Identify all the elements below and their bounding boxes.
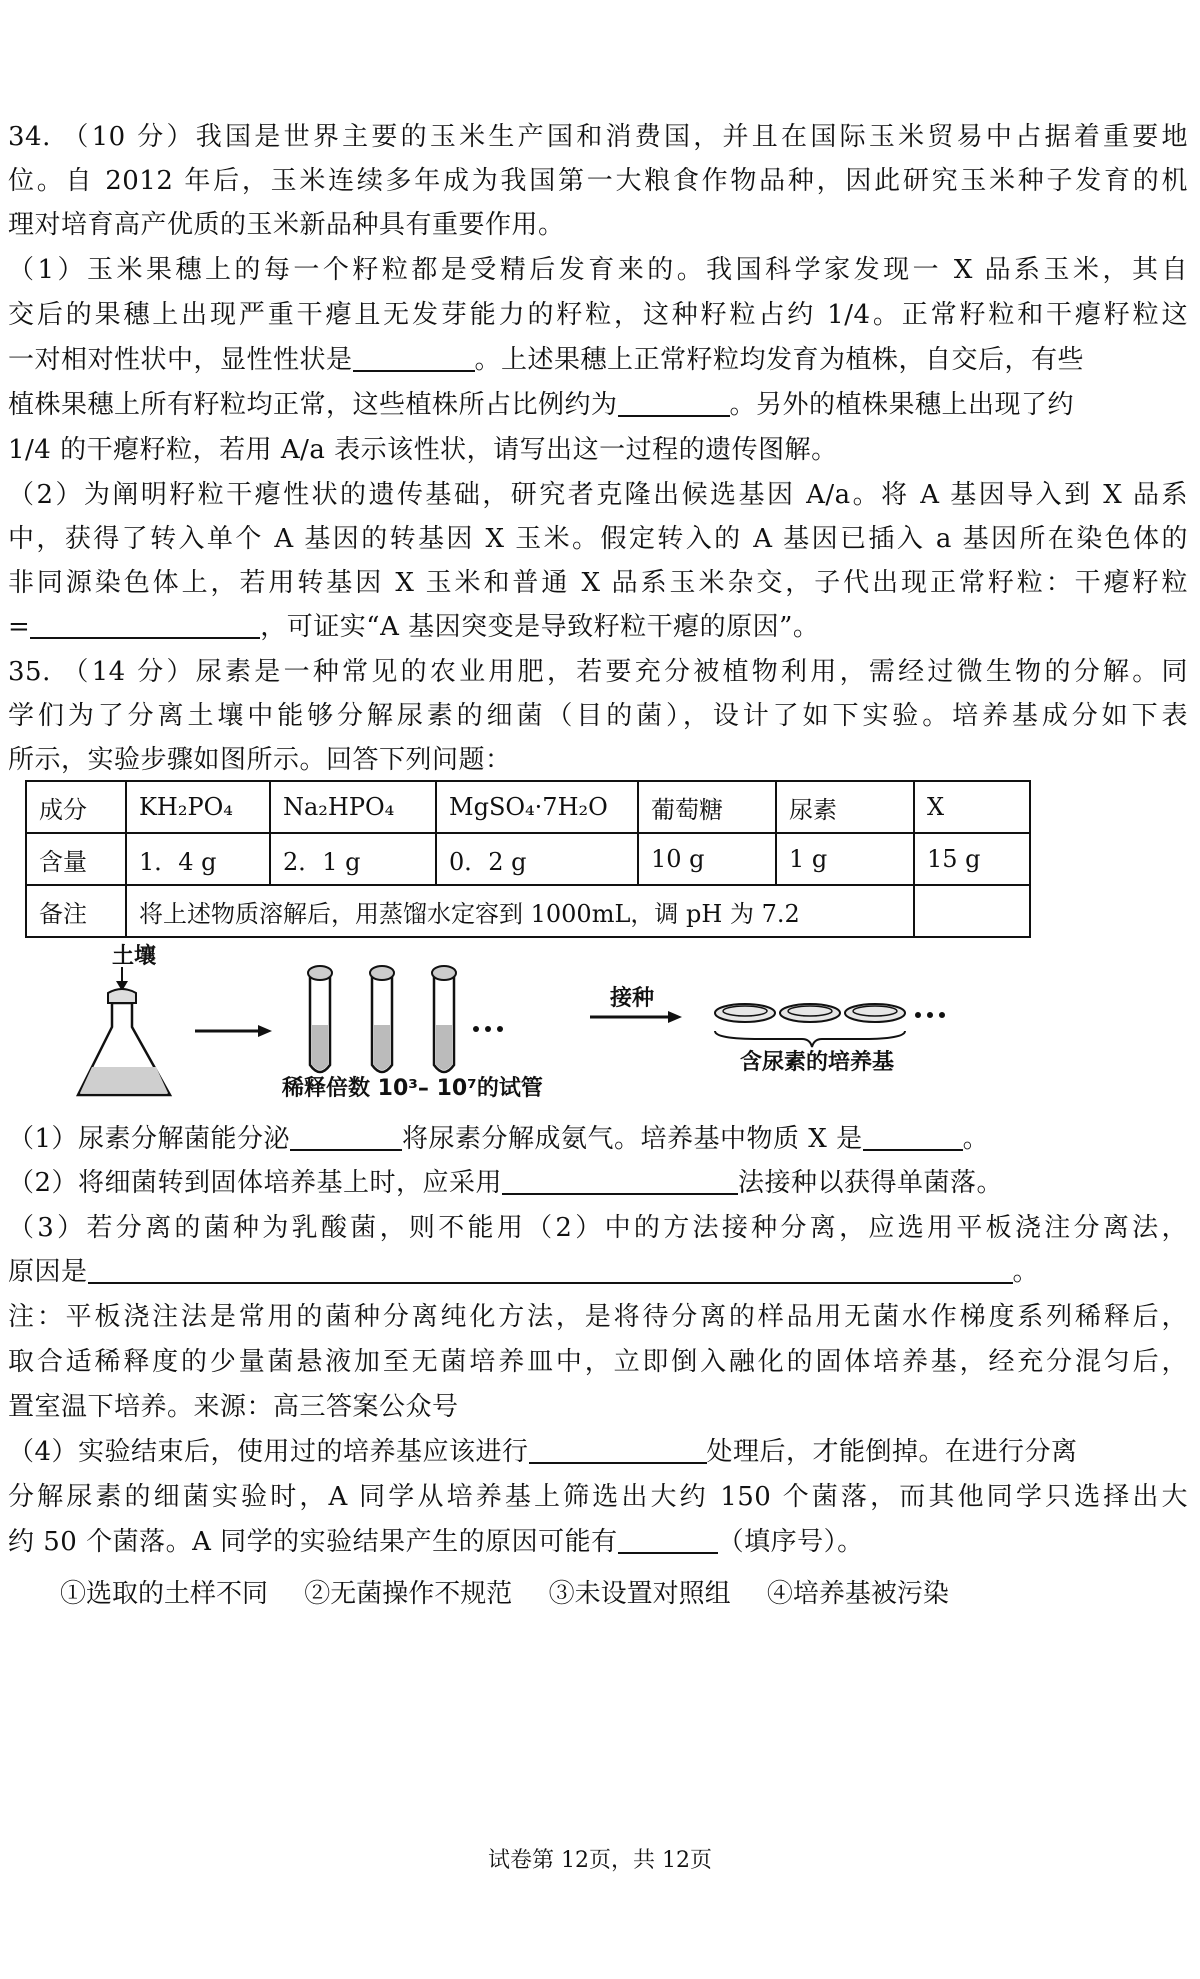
q34-part1-line-2: 交后的果穗上出现严重干瘪且无发芽能力的籽粒，这种籽粒占约 1/4。正常籽粒和干瘪籽粒这 [8, 300, 1188, 330]
q35-part2-text: 法接种以获得单菌落。 [738, 1168, 1004, 1198]
dilution-label: 稀释倍数 10³– 10⁷的试管 [282, 1076, 543, 1101]
q35-part4-text: 约 50 个菌落。A 同学的实验结果产生的原因可能有 [8, 1527, 618, 1557]
q35-part3-line-1: （3）若分离的菌种为乳酸菌，则不能用（2）中的方法接种分离，应选用平板浇注分离法， [8, 1213, 1188, 1243]
table-row [26, 833, 1030, 885]
q34-part1-text: 一对相对性状中，显性性状是 [8, 345, 353, 375]
q34-part1-text: 植株果穗上所有籽粒均正常，这些植株所占比例约为 [8, 390, 618, 420]
table-cell: 葡萄糖 [638, 781, 776, 833]
q35-line-1: 35. （14 分）尿素是一种常见的农业用肥，若要充分被植物利用，需经过微生物的分解。同 [8, 657, 1188, 687]
q34-part2-text: = [8, 612, 31, 642]
q34-part2-line-3: 非同源染色体上，若用转基因 X 玉米和普通 X 品系玉米杂交，子代出现正常籽粒：干瘪籽粒 [8, 568, 1188, 598]
answer-blank[interactable] [502, 1167, 738, 1195]
table-cell: X [914, 781, 1030, 833]
answer-blank[interactable] [88, 1256, 1013, 1284]
table-cell: 15 g [914, 833, 1030, 885]
page-footer: 试卷第 12页，共 12页 [488, 1848, 712, 1873]
table-row [26, 885, 1030, 937]
answer-blank[interactable] [618, 1526, 718, 1554]
petri-dish-icon [780, 1004, 840, 1022]
q34-part1-line-5: 1/4 的干瘪籽粒，若用 A/a 表示该性状，请写出这一过程的遗传图解。 [8, 435, 838, 465]
q35-line-3: 所示，实验步骤如图所示。回答下列问题： [8, 745, 512, 775]
answer-blank[interactable] [863, 1123, 963, 1151]
table-cell: 成分 [26, 781, 126, 833]
option-4: ④培养基被污染 [766, 1579, 949, 1609]
q35-part2-text: （2）将细菌转到固体培养基上时，应采用 [8, 1168, 503, 1198]
q35-part4-line-2: 分解尿素的细菌实验时，A 同学从培养基上筛选出大约 150 个菌落，而其他同学只选择出大 [8, 1482, 1188, 1512]
q35-part1-text: 将尿素分解成氨气。培养基中物质 X 是 [402, 1124, 863, 1154]
q34-part1-line-1: （1）玉米果穗上的每一个籽粒都是受精后发育来的。我国科学家发现一 X 品系玉米，其自 [8, 255, 1188, 285]
q35-part1 [8, 1122, 1188, 1156]
table-cell: KH₂PO₄ [126, 781, 270, 833]
medium-composition-table [25, 780, 1031, 938]
petri-dish-icon [845, 1004, 905, 1022]
answer-blank[interactable] [353, 344, 475, 372]
table-cell: 1 g [776, 833, 914, 885]
option-1: ①选取的土样不同 [60, 1579, 269, 1609]
q35-part4-text: 处理后，才能倒掉。在进行分离 [706, 1437, 1078, 1467]
table-cell: 备注 [26, 885, 126, 937]
answer-blank[interactable] [290, 1123, 402, 1151]
q35-part1-text: 。 [962, 1124, 990, 1154]
q35-note-line-3: 置室温下培养。来源：高三答案公众号 [8, 1392, 459, 1422]
table-cell: Na₂HPO₄ [270, 781, 436, 833]
test-tube-icon [432, 966, 456, 1072]
answer-options [60, 1573, 977, 1610]
experiment-figure [60, 945, 960, 1105]
option-3: ③未设置对照组 [548, 1579, 731, 1609]
q34-part2-line-4 [8, 610, 1188, 644]
table-cell: 0．2 g [436, 833, 638, 885]
q35-line-2: 学们为了分离土壤中能够分解尿素的细菌（目的菌），设计了如下实验。培养基成分如下表 [8, 701, 1188, 731]
q34-line-3: 理对培育高产优质的玉米新品种具有重要作用。 [8, 210, 565, 240]
q35-part4-text: （4）实验结束后，使用过的培养基应该进行 [8, 1437, 529, 1467]
q35-part4-line-1 [8, 1435, 1188, 1469]
q34-part2-line-2: 中，获得了转入单个 A 基因的转基因 X 玉米。假定转入的 A 基因已插入 a 基因所在染色体的 [8, 524, 1188, 554]
q34-part2-line-1: （2）为阐明籽粒干瘪性状的遗传基础，研究者克隆出候选基因 A/a。将 A 基因导入到 X 品系 [8, 480, 1188, 510]
q34-part1-line-4 [8, 388, 1188, 422]
table-cell: 1．4 g [126, 833, 270, 885]
table-cell: 尿素 [776, 781, 914, 833]
q34-part1-line-3 [8, 343, 1188, 377]
q34-line-2: 位。自 2012 年后，玉米连续多年成为我国第一大粮食作物品种，因此研究玉米种子发育的机 [8, 166, 1188, 196]
answer-blank[interactable] [30, 611, 260, 639]
q35-part3-line-2 [8, 1255, 1188, 1289]
q34-line-1: 34. （10 分）我国是世界主要的玉米生产国和消费国，并且在国际玉米贸易中占据着重要地 [8, 122, 1188, 152]
test-tube-icon [370, 966, 394, 1072]
q35-part3-text: 。 [1012, 1257, 1040, 1287]
table-row [26, 781, 1030, 833]
soil-label: 土壤 [112, 944, 157, 969]
answer-blank[interactable] [618, 389, 730, 417]
answer-blank[interactable] [529, 1436, 707, 1464]
table-cell [914, 885, 1030, 937]
petri-dish-icon [715, 1004, 775, 1022]
inoculate-label: 接种 [610, 986, 655, 1011]
table-cell: 2．1 g [270, 833, 436, 885]
medium-label: 含尿素的培养基 [740, 1050, 895, 1075]
q35-note-line-2: 取合适稀释度的少量菌悬液加至无菌培养皿中，立即倒入融化的固体培养基，经充分混匀后， [8, 1347, 1188, 1377]
q34-part2-text: ，可证实“A 基因突变是导致籽粒干瘪的原因”。 [260, 612, 820, 642]
table-cell: MgSO₄·7H₂O [436, 781, 638, 833]
q35-part1-text: （1）尿素分解菌能分泌 [8, 1124, 291, 1154]
table-cell: 含量 [26, 833, 126, 885]
q35-part2 [8, 1166, 1188, 1200]
table-note-cell: 将上述物质溶解后，用蒸馏水定容到 1000mL，调 pH 为 7.2 [126, 885, 914, 937]
q35-part4-line-3 [8, 1525, 1188, 1559]
q35-part3-text: 原因是 [8, 1257, 88, 1287]
q35-note-line-1: 注：平板浇注法是常用的菌种分离纯化方法，是将待分离的样品用无菌水作梯度系列稀释后， [8, 1302, 1188, 1332]
q34-part1-text: 。另外的植株果穗上出现了约 [729, 390, 1075, 420]
flask-icon [78, 989, 170, 1095]
q34-part1-text: 。上述果穗上正常籽粒均发育为植株，自交后，有些 [474, 345, 1085, 375]
table-cell: 10 g [638, 833, 776, 885]
test-tube-icon [308, 966, 332, 1072]
q35-part4-text: （填序号）。 [717, 1527, 864, 1557]
option-2: ②无菌操作不规范 [304, 1579, 513, 1609]
